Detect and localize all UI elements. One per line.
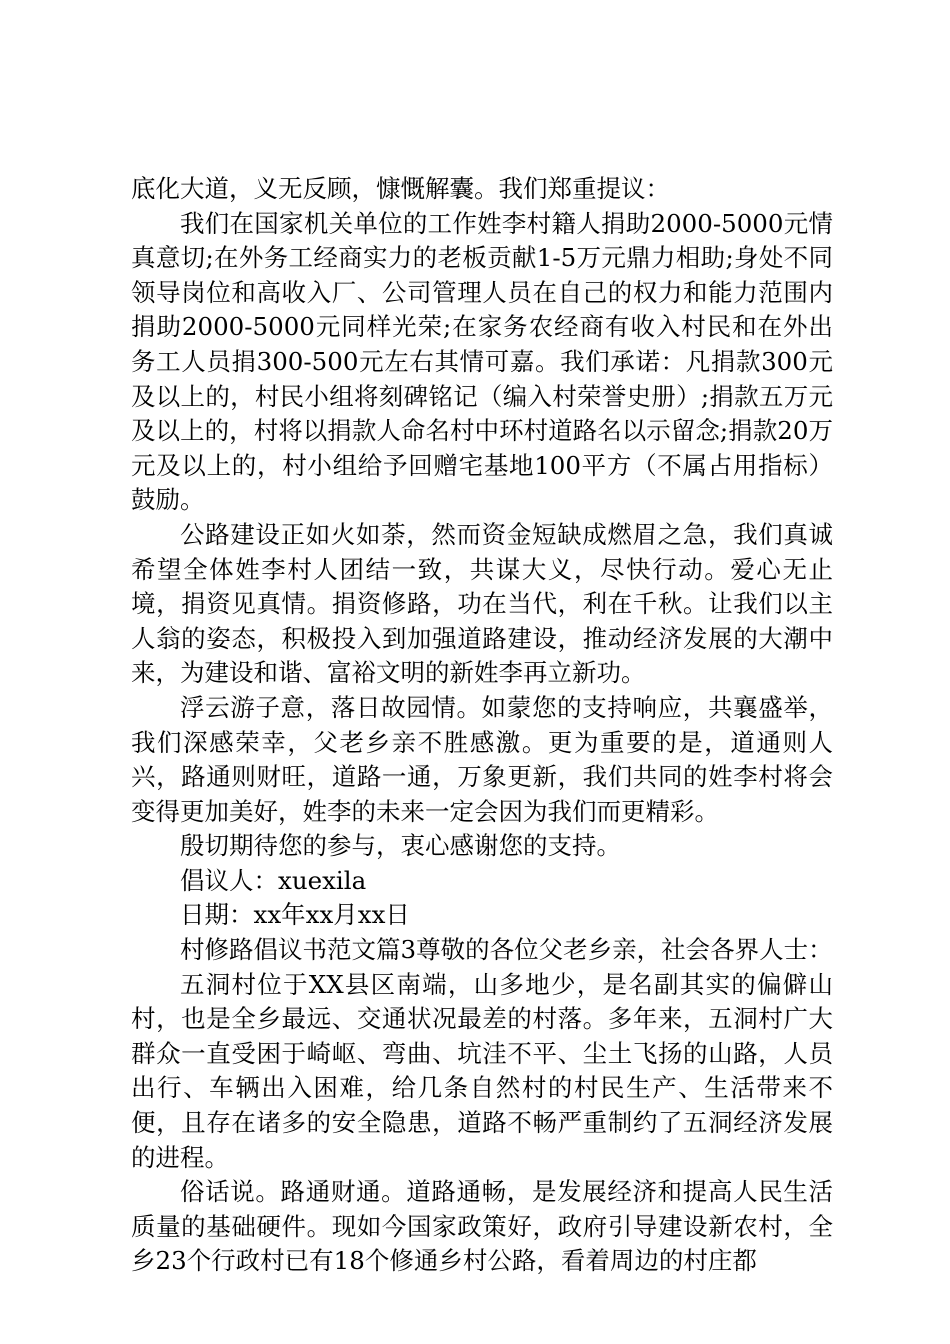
paragraph-intro-tail: 底化大道，义无反顾，慷慨解囊。我们郑重提议： bbox=[131, 174, 670, 203]
paragraph-thanks: 殷切期待您的参与，衷心感谢您的支持。 bbox=[180, 831, 621, 861]
document-body bbox=[131, 172, 833, 1279]
paragraph-appeal: 公路建设正如火如荼，然而资金短缺成燃眉之急，我们真诚希望全体姓李村人团结一致，共谋大义，尽快行动。爱心无止境，捐资见真情。捐资修路，功在当代，利在千秋。让我们以主人翁的姿态，积极投入到加强道路建设，推动经济发展的大潮中来，为建设和谐、富裕文明的新姓李再立新功。 bbox=[131, 519, 833, 688]
section-heading-sample-3: 村修路倡议书范文篇3尊敬的各位父老乡亲，社会各界人士： bbox=[180, 935, 833, 965]
signature-date: 日期：xx年xx月xx日 bbox=[180, 900, 410, 930]
paragraph-donation-proposal: 我们在国家机关单位的工作姓李村籍人捐助2000-5000元情真意切;在外务工经商实力的老板贡献1-5万元鼎力相助;身处不同领导岗位和高收入厂、公司管理人员在自己的权力和能力范围内捐助2000-5000元同样光荣;在家务农经商有收入村民和在外出务工人员捐300-500元左右其情可嘉。我们承诺：凡捐款300元及以上的，村民小组将刻碑铭记（编入村荣誉史册）;捐款五万元及以上的，村将以捐款人命名村中环村道路名以示留念;捐款20万元及以上的，村小组给予回赠宅基地100平方（不属占用指标）鼓励。 bbox=[131, 208, 833, 515]
paragraph-road-importance: 俗话说。路通财通。道路通畅，是发展经济和提高人民生活质量的基础硬件。现如今国家政策好，政府引导建设新农村，全乡23个行政村已有18个修通乡村公路，看着周边的村庄都 bbox=[131, 1177, 833, 1276]
paragraph-village-situation: 五洞村位于XX县区南端，山多地少，是名副其实的偏僻山村，也是全乡最远、交通状况最差的村落。多年来，五洞村广大群众一直受困于崎岖、弯曲、坑洼不平、尘土飞扬的山路，人员出行、车辆出入困难，给几条自然村的村民生产、生活带来不便，且存在诸多的安全隐患，道路不畅严重制约了五洞经济发展的进程。 bbox=[131, 969, 833, 1172]
paragraph-hometown: 浮云游子意，落日故园情。如蒙您的支持响应，共襄盛举，我们深感荣幸，父老乡亲不胜感激。更为重要的是，道通则人兴，路通则财旺，道路一通，万象更新，我们共同的姓李村将会变得更加美好，姓李的未来一定会因为我们而更精彩。 bbox=[131, 692, 833, 826]
signature-initiator: 倡议人：xuexila bbox=[180, 865, 367, 895]
